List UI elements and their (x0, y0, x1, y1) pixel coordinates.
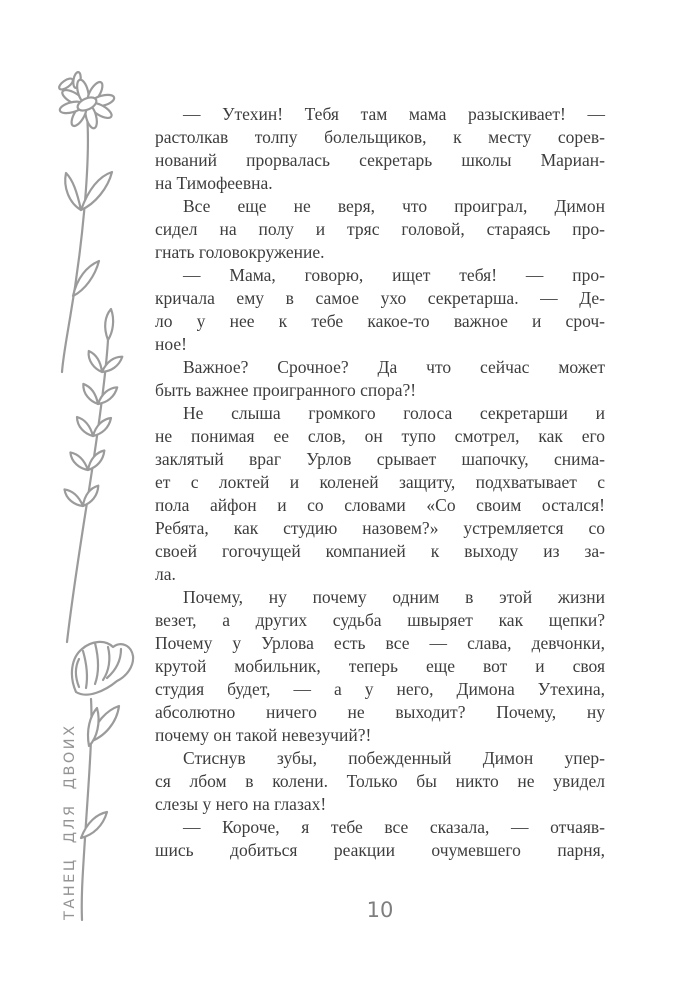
text-line: растолкав толпу болельщиков, к месту сорев- (155, 127, 605, 147)
paragraph (155, 586, 605, 747)
spine-title: ТАНЕЦ ДЛЯ ДВОИХ (62, 723, 78, 920)
paragraph (155, 747, 605, 816)
paragraph (155, 264, 605, 356)
text-line: пола айфон и со словами «Со своим остался! (155, 495, 605, 515)
text-line: шись добиться реакции очумевшего парня, (155, 840, 605, 860)
page-number: 10 (366, 898, 394, 922)
text-line: — Короче, я тебе все сказала, — отчаяв- (183, 817, 605, 837)
text-line: не понимая ее слов, он тупо смотрел, как его (155, 426, 605, 446)
text-line: быть важнее проигранного спора?! (155, 380, 417, 400)
text-line: гнать головокружение. (155, 242, 325, 262)
text-line: Стиснув зубы, побежденный Димон упер- (183, 748, 605, 768)
text-line: Не слыша громкого голоса секретарши и (183, 403, 605, 423)
lavender-sprig-icon (65, 309, 123, 642)
text-line: — Утехин! Тебя там мама разыскивает! — (183, 104, 605, 124)
text-line: слезы у него на глазах! (155, 794, 327, 814)
text-block (155, 103, 605, 862)
text-line: заклятый враг Урлов срывает шапочку, снима- (155, 449, 605, 469)
text-line: абсолютно ничего не выходит? Почему, ну (155, 702, 605, 722)
text-line: ное! (155, 334, 187, 354)
paragraph (155, 103, 605, 195)
paragraph (155, 816, 605, 862)
text-line: почему он такой невезучий?! (155, 725, 372, 745)
paragraph (155, 195, 605, 264)
text-line: везет, а других судьба швыряет как щепки? (155, 610, 605, 630)
text-line: на Тимофеевна. (155, 173, 273, 193)
paragraph (155, 402, 605, 586)
text-line: сидел на полу и тряс головой, стараясь про- (155, 219, 605, 239)
text-line: крутой мобильник, теперь еще вот и своя (155, 656, 605, 676)
text-line: Все еще не веря, что проиграл, Димон (183, 196, 605, 216)
floral-decoration (36, 70, 152, 930)
text-line: кричала ему в самое ухо секретарша. — Де- (155, 288, 605, 308)
text-line: ло у нее к тебе какое-то важное и сроч- (155, 311, 605, 331)
text-line: Важное? Срочное? Да что сейчас может (183, 357, 605, 377)
text-line: Почему у Урлова есть все — слава, девчонки, (155, 633, 605, 653)
text-line: Ребята, как студию назовем?» устремляется со (155, 518, 605, 538)
text-line: ла. (155, 564, 176, 584)
text-line: Почему, ну почему одним в этой жизни (183, 587, 605, 607)
text-line: ет с локтей и коленей защиту, подхватывает с (155, 472, 605, 492)
text-line: своей гогочущей компанией к выходу из за- (155, 541, 605, 561)
text-line: нований прорвалась секретарь школы Мариан- (155, 150, 605, 170)
paragraph (155, 356, 605, 402)
text-line: студия будет, — а у него, Димона Утехина, (155, 679, 605, 699)
text-line: ся лбом в колени. Только бы никто не увидел (155, 771, 605, 791)
text-line: — Мама, говорю, ищет тебя! — про- (183, 265, 605, 285)
